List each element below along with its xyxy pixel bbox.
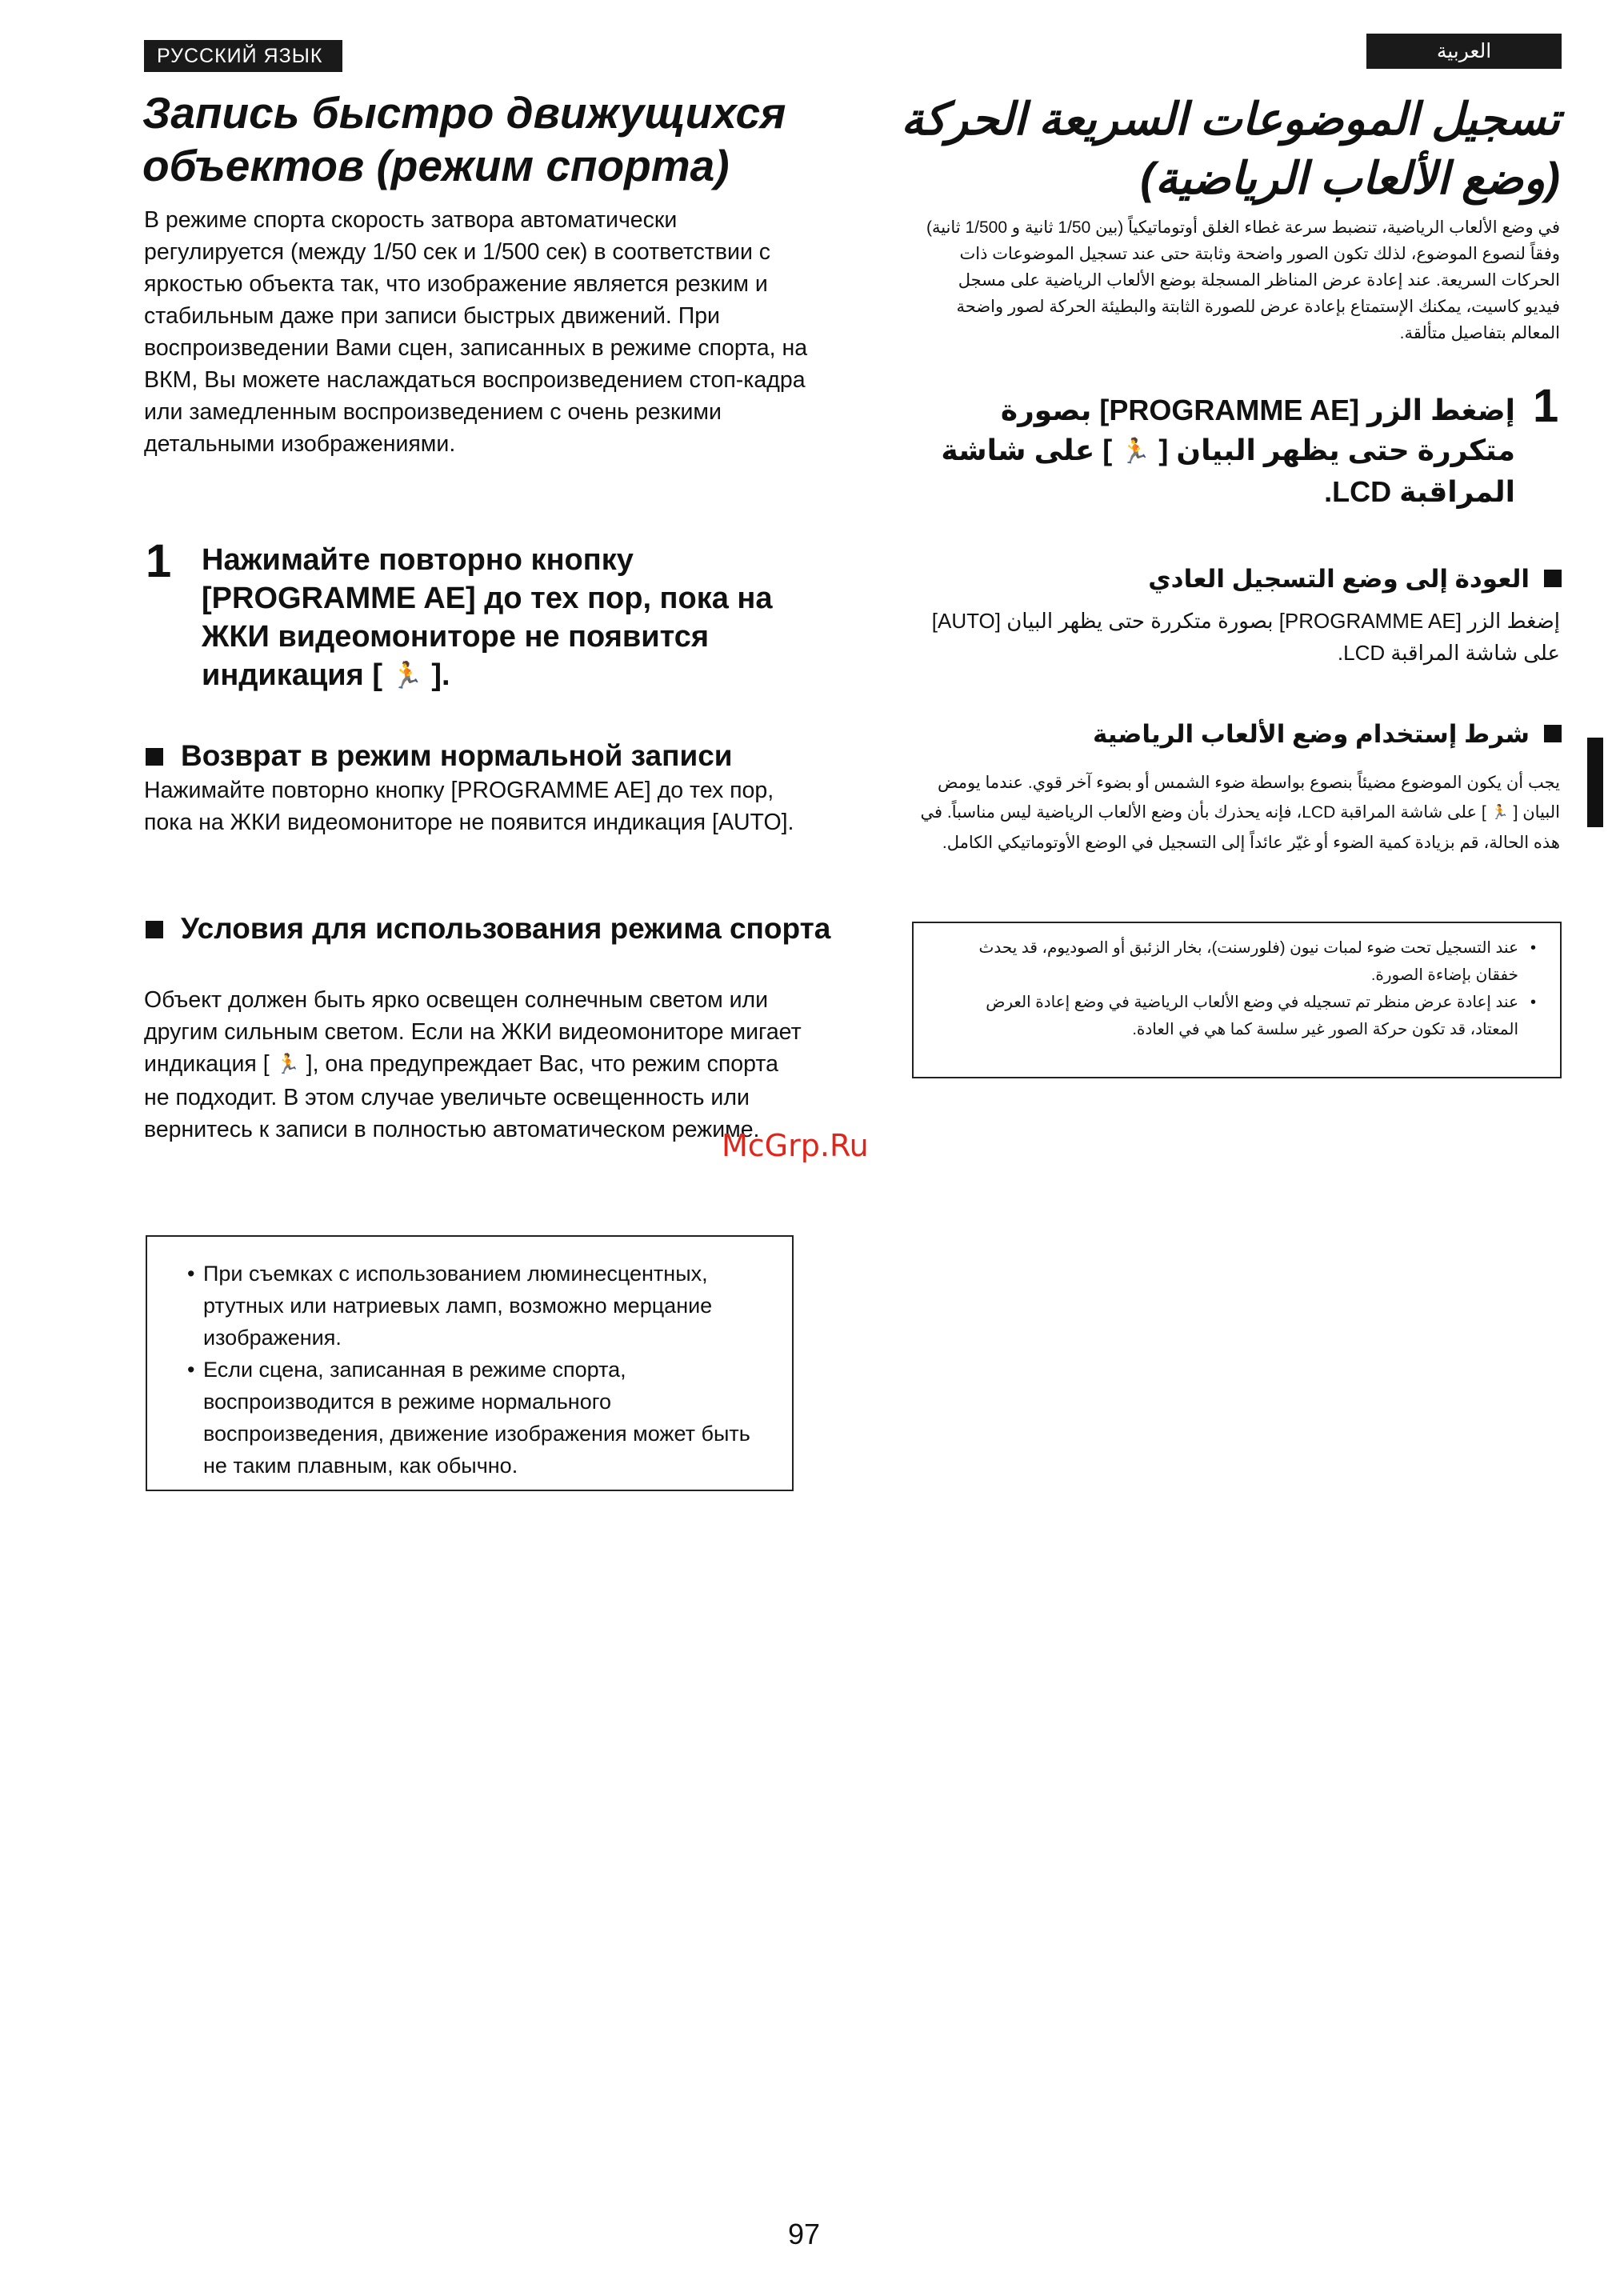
note-item: • عند إعادة عرض منظر تم تسجيله في وضع الألعاب الرياضية في وضع إعادة العرض المعتاد، قد تكون حركة الصور غير سلسة كما هي في العادة. [946, 989, 1536, 1043]
step-text: Нажимайте повторно кнопку [PROGRAMME AE] до тех пор, пока на ЖКИ видеомониторе не появится индикация [ [202, 543, 773, 692]
return-heading-text: Возврат в режим нормальной записи [181, 739, 733, 772]
return-paragraph-russian: Нажимайте повторно кнопку [PROGRAMME AE] до тех пор, пока на ЖКИ видеомониторе не появится индикация [AUTO]. [144, 778, 794, 835]
step-number-arabic: 1 [1533, 380, 1559, 432]
return-heading-russian [146, 738, 834, 774]
page-title-arabic [840, 90, 1560, 208]
conditions-text-a: يجب أن يكون الموضوع مضيئاً بنصوع بواسطة ضوء الشمس أو بضوء آخر قوي. عندما يومض البيان [ [938, 774, 1560, 822]
step-text: إضغط الزر [PROGRAMME AE] بصورة متكررة حتى يظهر البيان [ [1000, 394, 1515, 466]
step-text-end: ]. [431, 658, 450, 692]
conditions-heading-russian [146, 910, 834, 947]
step-instruction-arabic [907, 390, 1515, 512]
sport-mode-icon: 🏃 [390, 661, 423, 690]
title-line-1: Запись быстро движущихся [142, 88, 786, 138]
square-bullet-icon [146, 921, 163, 938]
language-tab-arabic: العربية [1366, 34, 1562, 69]
conditions-heading-text: شرط إستخدام وضع الألعاب الرياضية [1092, 720, 1530, 748]
return-heading-text: العودة إلى وضع التسجيل العادي [1148, 565, 1530, 593]
conditions-text-b: ] على شاشة المراقبة LCD، فإنه يحذرك بأن وضع الألعاب الرياضية ليس مناسباً. في هذه الحالة، قم بزيادة كمية الضوء أو غيّر عائداً إلى التسجيل في الوضع الأوتوماتيكي الكامل. [920, 803, 1560, 852]
sport-mode-icon: 🏃 [1120, 438, 1151, 465]
page-title-russian [142, 86, 846, 192]
title-line-2: (وضع الألعاب الرياضية) [1140, 153, 1560, 203]
conditions-heading-arabic [922, 717, 1562, 752]
square-bullet-icon [146, 748, 163, 766]
intro-paragraph-russian: В режиме спорта скорость затвора автоматически регулируется (между 1/50 сек и 1/500 сек) в соответствии с яркостью объекта так, что изображение является резким и стабильным даже при записи быстрых движений. При воспроизведении Вами сцен, записанных в режиме спорта, на ВКМ, Вы можете наслаждаться воспроизведением стоп-кадра или замедленным воспроизведением с очень резкими детальными изображениями. [144, 207, 808, 457]
page-number: 97 [787, 2218, 821, 2250]
intro-paragraph-arabic: في وضع الألعاب الرياضية، تنضبط سرعة غطاء الغلق أوتوماتيكياً (بين 1/50 ثانية و 1/500 ثانية) وفقاً لنصوع الموضوع، لذلك تكون الصور واضحة وثابتة حتى عند تسجيل الموضوعات ذات الحركات السريعة. عند إعادة عرض المناظر المسجلة بوضع الألعاب الرياضية على مسجل فيديو كاسيت، يمكنك الإستمتاع بإعادة عرض للصورة الثابتة والبطيئة الحركة لصور واضحة المعالم بتفاصيل متألقة. [926, 218, 1560, 342]
note-item: • عند التسجيل تحت ضوء لمبات نيون (فلورسنت)، بخار الزئبق أو الصوديوم، قد يحدث خفقان بإضاءة الصورة. [946, 934, 1536, 989]
square-bullet-icon [1544, 570, 1562, 587]
step-number-russian: 1 [146, 535, 172, 587]
conditions-paragraph-arabic [920, 768, 1560, 858]
sport-mode-icon: 🏃 [1490, 804, 1509, 820]
title-line-2: объектов (режим спорта) [142, 141, 730, 190]
watermark: McGrp.Ru [722, 1128, 869, 1163]
step-text-end: ] على شاشة المراقبة LCD. [941, 434, 1515, 508]
note-item: • При съемках с использованием люминесцентных, ртутных или натриевых ламп, возможно мерцание изображения. [187, 1258, 766, 1354]
section-marker-bar [1587, 738, 1603, 827]
language-tab-russian: РУССКИЙ ЯЗЫК [144, 40, 342, 72]
conditions-text-b: ], она предупреждает Вас, что режим спорта не подходит. В этом случае увеличьте освещенность или вернитесь к записи в полностью автоматическом режиме. [144, 1051, 778, 1142]
title-line-1: تسجيل الموضوعات السريعة الحركة [901, 94, 1560, 144]
return-paragraph-arabic: إضغط الزر [PROGRAMME AE] بصورة متكررة حتى يظهر البيان [AUTO] على شاشة المراقبة LCD. [931, 609, 1560, 665]
conditions-paragraph-russian [144, 984, 808, 1146]
notes-box-russian [146, 1235, 794, 1491]
sport-mode-icon: 🏃 [275, 1054, 300, 1075]
step-instruction-russian [202, 541, 810, 695]
conditions-heading-text: Условия для использования режима спорта [181, 912, 831, 945]
conditions-text-a: Объект должен быть ярко освещен солнечным светом или другим сильным светом. Если на ЖКИ видеомониторе мигает индикация [ [144, 987, 802, 1077]
square-bullet-icon [1544, 725, 1562, 742]
return-heading-arabic [922, 562, 1562, 597]
notes-box-arabic [912, 922, 1562, 1078]
note-item: • Если сцена, записанная в режиме спорта, воспроизводится в режиме нормального воспроизведения, движение изображения может быть не таким плавным, как обычно. [187, 1354, 766, 1482]
